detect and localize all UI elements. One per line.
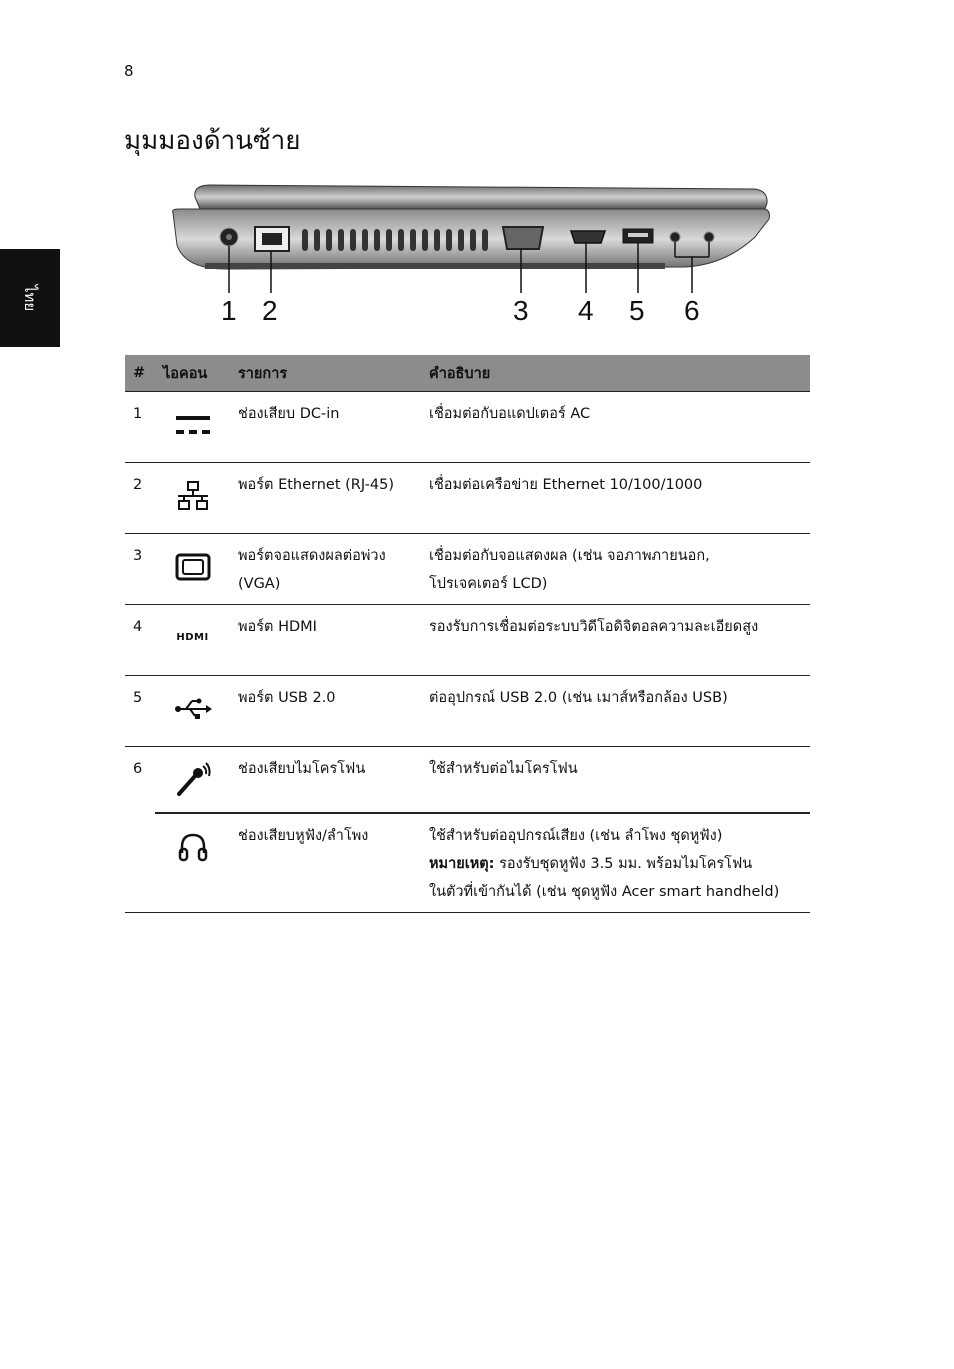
callout-1: 1 (221, 295, 237, 326)
header-item: รายการ (230, 355, 421, 392)
row-num: 2 (125, 463, 155, 534)
row-item: ช่องเสียบหูฟัง/ลำโพง (230, 813, 421, 913)
row-desc-line1: ใช้สำหรับต่ออุปกรณ์เสียง (เช่น ลำโพง ชุดหูฟัง) (429, 828, 723, 844)
header-icon: ไอคอน (155, 355, 230, 392)
row-desc-line1: เชื่อมต่อกับจอแสดงผล (เช่น จอภาพภายนอก, (429, 548, 710, 564)
note-label: หมายเหตุ: (429, 856, 495, 872)
laptop-left-side-figure (165, 175, 785, 335)
table-header-row (125, 355, 810, 392)
row-item-line1: พอร์ตจอแสดงผลต่อพ่วง (238, 548, 386, 564)
row-item: พอร์ต HDMI (230, 605, 421, 676)
row-icon-cell (155, 747, 230, 814)
row-num (125, 813, 155, 913)
callout-3: 3 (513, 295, 529, 326)
row-icon-cell (155, 676, 230, 747)
note (429, 850, 802, 878)
note-text: รองรับชุดหูฟัง 3.5 มม. พร้อมไมโครโฟน (494, 856, 753, 872)
row-num: 4 (125, 605, 155, 676)
row-num: 1 (125, 392, 155, 463)
language-side-tab (0, 249, 60, 347)
ethernet-icon (176, 481, 210, 511)
row-num: 6 (133, 761, 143, 777)
row-item-line2: (VGA) (238, 576, 281, 592)
page-title: มุมมองด้านซ้าย (124, 126, 301, 156)
ports-table (125, 355, 810, 913)
row-desc: ต่ออุปกรณ์ USB 2.0 (เช่น เมาส์หรือกล้อง USB) (421, 676, 810, 747)
page-number: 8 (124, 62, 134, 80)
laptop-lid (195, 185, 767, 209)
row-desc: รองรับการเชื่อมต่อระบบวิดีโอดิจิตอลความละเอียดสูง (421, 605, 810, 676)
header-num: # (125, 355, 155, 392)
callout-5: 5 (629, 295, 645, 326)
row-item: ช่องเสียบ DC-in (230, 392, 421, 463)
headphones-icon (177, 831, 209, 863)
table-row (125, 813, 810, 913)
row-desc-line2: โปรเจคเตอร์ LCD) (429, 576, 548, 592)
row-desc (421, 534, 810, 605)
vga-port (503, 227, 543, 249)
row-item (230, 534, 421, 605)
row-num: 3 (125, 534, 155, 605)
table-row (125, 534, 810, 605)
microphone-icon (175, 762, 211, 798)
usb-icon (174, 698, 212, 720)
callout-2: 2 (262, 295, 278, 326)
row-icon-cell (155, 605, 230, 676)
callout-4: 4 (578, 295, 594, 326)
ethernet-port (255, 227, 289, 251)
row-icon-cell (155, 463, 230, 534)
note-line2: ในตัวที่เข้ากันได้ (เช่น ชุดหูฟัง Acer smart handheld) (429, 884, 780, 900)
row-item: พอร์ต Ethernet (RJ-45) (230, 463, 421, 534)
row-num: 5 (125, 676, 155, 747)
row-desc: เชื่อมต่อเครือข่าย Ethernet 10/100/1000 (421, 463, 810, 534)
row-desc: เชื่อมต่อกับอแดปเตอร์ AC (421, 392, 810, 463)
row-item: พอร์ต USB 2.0 (230, 676, 421, 747)
row-icon-cell (155, 534, 230, 605)
usb-port (623, 229, 653, 243)
header-desc: คำอธิบาย (421, 355, 810, 392)
table-row (125, 463, 810, 534)
hdmi-port (571, 231, 605, 243)
table-row (125, 605, 810, 676)
row-desc: ใช้สำหรับต่อไมโครโฟน (421, 747, 810, 814)
row-icon-cell (155, 392, 230, 463)
table-row (125, 747, 810, 814)
row-icon-cell (155, 813, 230, 913)
dc-in-port (220, 228, 238, 246)
row-item: ช่องเสียบไมโครโฟน (230, 747, 421, 814)
table-row (125, 676, 810, 747)
table-row (125, 392, 810, 463)
dc-in-icon (174, 412, 212, 438)
vga-icon (175, 553, 211, 581)
row-desc (421, 813, 810, 913)
hdmi-icon: HDMI (176, 632, 209, 643)
callout-6: 6 (684, 295, 700, 326)
language-side-tab-label: ไทย (20, 284, 39, 312)
